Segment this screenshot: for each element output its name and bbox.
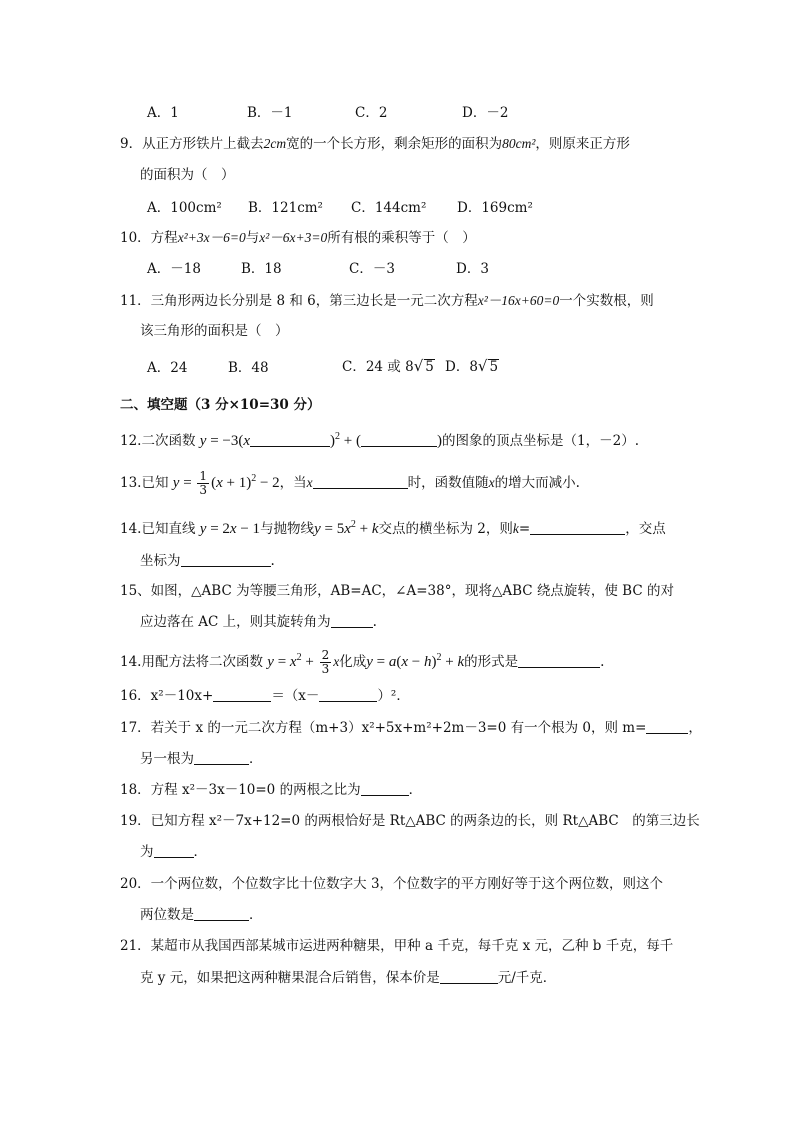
q8-option-d: D．－2 xyxy=(462,105,509,121)
q20-line2: 两位数是 ． xyxy=(140,907,263,923)
q15-line1: 15、如图，△ABC 为等腰三角形，AB=AC，∠A=38°，现将△ABC 绕点旋转，使 BC 的对 xyxy=(120,583,674,599)
q21-line2: 克 y 元，如果把这两种糖果混合后销售，保本价是 元/千克． xyxy=(140,970,557,986)
q9-option-c: C．144cm² xyxy=(351,200,427,216)
q8-option-a: A．1 xyxy=(147,105,179,121)
q10-option-c: C．－3 xyxy=(349,261,395,277)
q8-option-c: C．2 xyxy=(355,105,388,121)
q11-option-d: D．8√ 5 xyxy=(445,357,499,375)
q13-line: 13.已知 y = $\frac{1}{3}$ $(x + 1)^2 - 2$，当x 时，函数值随x的增大而减小. xyxy=(120,469,580,497)
q16-line: 16．x²－10x+ ＝（x－ ）²． xyxy=(120,688,410,704)
q20-line1: 20．一个两位数，个位数字比十位数字大 3，个位数字的平方刚好等于这个两位数，则这个 xyxy=(120,876,664,892)
q9-option-b: B．121cm² xyxy=(248,200,323,216)
q10-option-a: A．－18 xyxy=(147,261,201,277)
q11-option-a: A．24 xyxy=(147,360,188,376)
q14-line1: 14.已知直线 y = 2x − 1与抛物线$y = 5x^2 + k$交点的横坐标为 2，则k= ，交点 xyxy=(120,519,666,537)
q8-option-b: B．－1 xyxy=(247,105,293,121)
q11-line2: 该三角形的面积是（ ） xyxy=(140,323,289,339)
q9-option-d: D．169cm² xyxy=(457,200,533,216)
q9-line1: 9．从正方形铁片上截去2cm宽的一个长方形，剩余矩形的面积为80cm²，则原来正方形 xyxy=(120,136,630,152)
q11-line1: 11．三角形两边长分别是 8 和 6，第三边长是一元二次方程x²－16x+60=0一个实数根，则 xyxy=(120,293,654,309)
q10-option-b: B．18 xyxy=(241,261,282,277)
q17-line1: 17．若关于 x 的一元二次方程（m+3）x²+5x+m²+2m－3=0 有一个根为 0，则 m= ， xyxy=(120,720,702,736)
q18-line: 18．方程 x²－3x－10=0 的两根之比为 ． xyxy=(120,782,423,798)
q19-line2: 为 ． xyxy=(140,844,207,860)
q11-option-b: B．48 xyxy=(228,360,269,376)
q10-option-d: D．3 xyxy=(456,261,489,277)
q15-line2: 应边落在 AC 上，则其旋转角为 . xyxy=(140,614,377,630)
q21-line1: 21．某超市从我国西部某城市运进两种糖果，甲种 a 千克，每千克 x 元，乙种 b 千克，每千 xyxy=(120,938,674,954)
q11-option-c: C．24 或 8√ 5 xyxy=(342,357,434,375)
q14-line2: 坐标为 . xyxy=(140,553,275,569)
q9-option-a: A．100cm² xyxy=(147,200,222,216)
q19-line1: 19．已知方程 x²－7x+12=0 的两根恰好是 Rt△ABC 的两条边的长，则 Rt△ABC 的第三边长 xyxy=(120,813,700,829)
q10-line: 10．方程x²+3x－6=0与x²－6x+3=0所有根的乘积等于（ ） xyxy=(120,230,476,246)
q12-line: 12.二次函数 y = −3(x )$^2$ + ( )的图象的顶点坐标是（1，－2）. xyxy=(120,431,639,449)
q9-line2: 的面积为（ ） xyxy=(140,167,235,183)
q17-line2: 另一根为 ． xyxy=(140,751,263,767)
section-heading: 二、填空题（3 分×10=30 分） xyxy=(120,397,321,413)
q14b-line: 14.用配方法将二次函数 $y = x^2$ + $\frac{2}{3}$ x化成$y = a(x - h)^2 + k$的形式是 . xyxy=(120,648,605,676)
